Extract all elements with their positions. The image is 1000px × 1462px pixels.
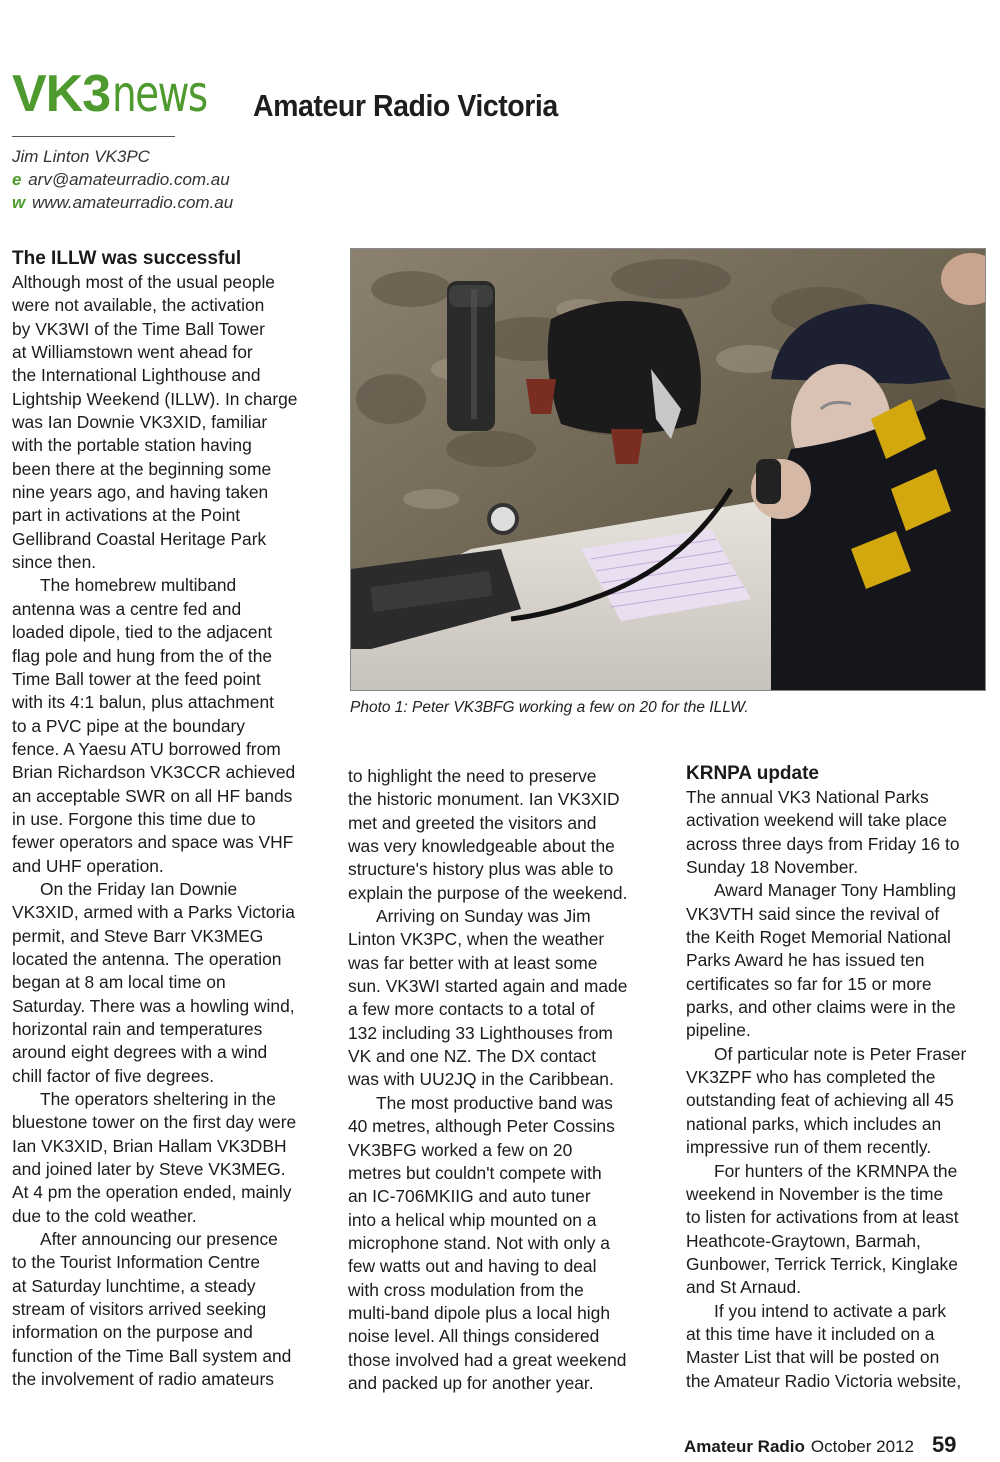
- byline: [12, 145, 233, 214]
- text-line: Lightship Weekend (ILLW). In charge: [12, 388, 298, 409]
- page-number: 59: [931, 1432, 957, 1457]
- text-line: VK3XID, armed with a Parks Victoria: [12, 902, 295, 923]
- text-line: The operators sheltering in the: [40, 1089, 276, 1110]
- text-line: and St Arnaud.: [686, 1277, 802, 1298]
- text-line: Parks Award he has issued ten: [686, 950, 925, 971]
- paragraph: [12, 574, 332, 877]
- text-line: were not available, the activation: [12, 295, 265, 316]
- text-line: structure's history plus was able to: [348, 859, 614, 880]
- web-line: [12, 191, 233, 214]
- paragraph: [12, 1228, 332, 1391]
- text-line: impressive run of them recently.: [686, 1137, 932, 1158]
- text-line: Linton VK3PC, when the weather: [348, 929, 605, 950]
- text-line: chill factor of five degrees.: [12, 1065, 215, 1086]
- text-line: Heathcote-Graytown, Barmah,: [686, 1230, 921, 1251]
- text-line: and UHF operation.: [12, 855, 164, 876]
- text-line: If you intend to activate a park: [714, 1300, 947, 1321]
- text-line: pipeline.: [686, 1020, 751, 1041]
- author-name: Jim Linton VK3PC: [12, 147, 150, 166]
- text-line: since then.: [12, 552, 97, 573]
- text-line: was far better with at least some: [348, 952, 598, 973]
- paragraph: [686, 786, 986, 879]
- text-line: horizontal rain and temperatures: [12, 1019, 263, 1039]
- text-line: fence. A Yaesu ATU borrowed from: [12, 738, 281, 759]
- email-line: [12, 168, 233, 191]
- article-body-krnpa: [686, 786, 986, 1393]
- paragraph: [348, 765, 668, 905]
- text-line: an IC-706MKIIG and auto tuner: [348, 1186, 591, 1207]
- photo-illustration: [351, 249, 986, 691]
- text-line: VK3ZPF who has completed the: [686, 1067, 936, 1088]
- web-address[interactable]: www.amateurradio.com.au: [31, 193, 234, 212]
- text-line: due to the cold weather.: [12, 1205, 197, 1226]
- text-line: At 4 pm the operation ended, mainly: [12, 1182, 292, 1203]
- text-line: function of the Time Ball system and: [12, 1345, 292, 1366]
- text-line: Saturday. There was a howling wind,: [12, 995, 295, 1016]
- paragraph: [348, 905, 668, 1092]
- paragraph: [686, 1043, 986, 1160]
- text-line: into a helical whip mounted on a: [348, 1209, 597, 1230]
- text-line: national parks, which includes an: [686, 1113, 942, 1134]
- text-line: Brian Richardson VK3CCR achieved: [12, 762, 296, 783]
- page-subtitle: Amateur Radio Victoria: [253, 88, 558, 123]
- text-line: activation weekend will take place: [686, 810, 948, 831]
- paragraph: [12, 271, 332, 574]
- text-line: few watts out and having to deal: [348, 1256, 597, 1277]
- text-line: The homebrew multiband: [40, 575, 237, 596]
- text-line: the Keith Roget Memorial National: [686, 927, 951, 948]
- text-line: and packed up for another year.: [348, 1372, 594, 1393]
- text-line: multi-band dipole plus a local high: [348, 1302, 610, 1323]
- text-line: Arriving on Sunday was Jim: [376, 906, 591, 927]
- text-line: was Ian Downie VK3XID, familiar: [12, 412, 268, 433]
- text-line: flag pole and hung from the of the: [12, 645, 273, 666]
- text-line: VK3VTH said since the revival of: [686, 903, 940, 924]
- text-line: in use. Forgone this time due to: [12, 808, 256, 829]
- text-line: Ian VK3XID, Brian Hallam VK3DBH: [12, 1135, 287, 1156]
- article-body-illw: [12, 271, 332, 1392]
- article-column-2: [348, 765, 668, 1395]
- text-line: VK and one NZ. The DX contact: [348, 1046, 597, 1067]
- text-line: Sunday 18 November.: [686, 857, 859, 878]
- text-line: those involved had a great weekend: [348, 1349, 627, 1370]
- text-line: Master List that will be posted on: [686, 1347, 940, 1368]
- text-line: was very knowledgeable about the: [348, 836, 615, 857]
- photo-caption: Photo 1: Peter VK3BFG working a few on 20 for the ILLW.: [350, 699, 749, 716]
- text-line: across three days from Friday 16 to: [686, 833, 960, 854]
- text-line: metres but couldn't compete with: [348, 1162, 602, 1183]
- text-line: information on the purpose and: [12, 1322, 253, 1343]
- text-line: explain the purpose of the weekend.: [348, 882, 628, 903]
- page-footer: [684, 1432, 956, 1458]
- paragraph: [348, 1092, 668, 1395]
- text-line: to a PVC pipe at the boundary: [12, 715, 245, 736]
- text-line: the Amateur Radio Victoria website,: [686, 1370, 962, 1391]
- text-line: to the Tourist Information Centre: [12, 1252, 261, 1273]
- text-line: For hunters of the KRMNPA the: [714, 1160, 958, 1181]
- text-line: loaded dipole, tied to the adjacent: [12, 622, 273, 643]
- article-heading-illw: The ILLW was successful: [12, 248, 242, 269]
- text-line: Although most of the usual people: [12, 272, 275, 292]
- paragraph: [12, 878, 332, 1088]
- article-heading-krnpa: KRNPA update: [686, 763, 819, 784]
- text-line: met and greeted the visitors and: [348, 812, 597, 833]
- text-line: a few more contacts to a total of: [348, 999, 595, 1020]
- section-prefix: VK3: [12, 65, 111, 123]
- text-line: with cross modulation from the: [348, 1279, 584, 1300]
- text-line: by VK3WI of the Time Ball Tower: [12, 318, 265, 339]
- text-line: began at 8 am local time on: [12, 972, 226, 993]
- text-line: fewer operators and space was VHF: [12, 832, 294, 853]
- text-line: been there at the beginning some: [12, 458, 272, 479]
- text-line: with the portable station having: [12, 435, 252, 456]
- section-masthead: [12, 65, 234, 123]
- paragraph: [686, 1160, 986, 1300]
- text-line: with its 4:1 balun, plus attachment: [12, 692, 274, 713]
- paragraph: [686, 1300, 986, 1393]
- text-line: nine years ago, and having taken: [12, 482, 269, 503]
- text-line: and joined later by Steve VK3MEG.: [12, 1159, 286, 1180]
- text-line: Of particular note is Peter Fraser: [714, 1043, 967, 1064]
- text-line: Time Ball tower at the feed point: [12, 668, 261, 689]
- text-line: certificates so far for 15 or more: [686, 973, 932, 994]
- article-photo: [350, 248, 986, 691]
- section-suffix: news: [112, 65, 207, 123]
- text-line: antenna was a centre fed and: [12, 598, 242, 619]
- text-line: VK3BFG worked a few on 20: [348, 1139, 573, 1160]
- email-label: e: [12, 170, 22, 189]
- text-line: parks, and other claims were in the: [686, 997, 956, 1018]
- text-line: Gunbower, Terrick Terrick, Kinglake: [686, 1253, 958, 1274]
- email-address[interactable]: arv@amateurradio.com.au: [28, 170, 230, 189]
- text-line: stream of visitors arrived seeking: [12, 1299, 267, 1320]
- text-line: microphone stand. Not with only a: [348, 1232, 610, 1253]
- text-line: located the antenna. The operation: [12, 948, 282, 969]
- text-line: the historic monument. Ian VK3XID: [348, 789, 620, 810]
- header-divider: [12, 136, 175, 137]
- text-line: sun. VK3WI started again and made: [348, 976, 628, 997]
- text-line: Gellibrand Coastal Heritage Park: [12, 528, 267, 549]
- article-body-illw-continued: [348, 765, 668, 1395]
- text-line: bluestone tower on the first day were: [12, 1112, 297, 1133]
- text-line: to highlight the need to preserve: [348, 766, 597, 786]
- text-line: to listen for activations from at least: [686, 1207, 959, 1228]
- text-line: an acceptable SWR on all HF bands: [12, 785, 293, 806]
- text-line: The most productive band was: [376, 1092, 613, 1113]
- text-line: at this time have it included on a: [686, 1323, 935, 1344]
- text-line: outstanding feat of achieving all 45: [686, 1090, 954, 1111]
- web-label: w: [12, 193, 26, 212]
- article-column-3: [686, 762, 986, 1393]
- text-line: The annual VK3 National Parks: [686, 787, 929, 807]
- issue-date: October 2012: [810, 1437, 914, 1456]
- paragraph: [12, 1088, 332, 1228]
- text-line: permit, and Steve Barr VK3MEG: [12, 925, 264, 946]
- paragraph: [686, 879, 986, 1042]
- text-line: at Saturday lunchtime, a steady: [12, 1275, 256, 1296]
- text-line: 132 including 33 Lighthouses from: [348, 1022, 613, 1043]
- text-line: the involvement of radio amateurs: [12, 1369, 274, 1390]
- magazine-name: Amateur Radio: [684, 1437, 805, 1456]
- text-line: part in activations at the Point: [12, 505, 241, 526]
- article-column-1: [12, 247, 332, 1392]
- text-line: around eight degrees with a wind: [12, 1042, 268, 1063]
- text-line: On the Friday Ian Downie: [40, 878, 238, 899]
- text-line: the International Lighthouse and: [12, 365, 261, 386]
- text-line: After announcing our presence: [40, 1229, 278, 1250]
- text-line: at Williamstown went ahead for: [12, 342, 253, 363]
- text-line: 40 metres, although Peter Cossins: [348, 1116, 615, 1137]
- text-line: was with UU2JQ in the Caribbean.: [348, 1069, 614, 1090]
- text-line: Award Manager Tony Hambling: [714, 880, 956, 901]
- text-line: noise level. All things considered: [348, 1326, 600, 1347]
- text-line: weekend in November is the time: [686, 1183, 944, 1204]
